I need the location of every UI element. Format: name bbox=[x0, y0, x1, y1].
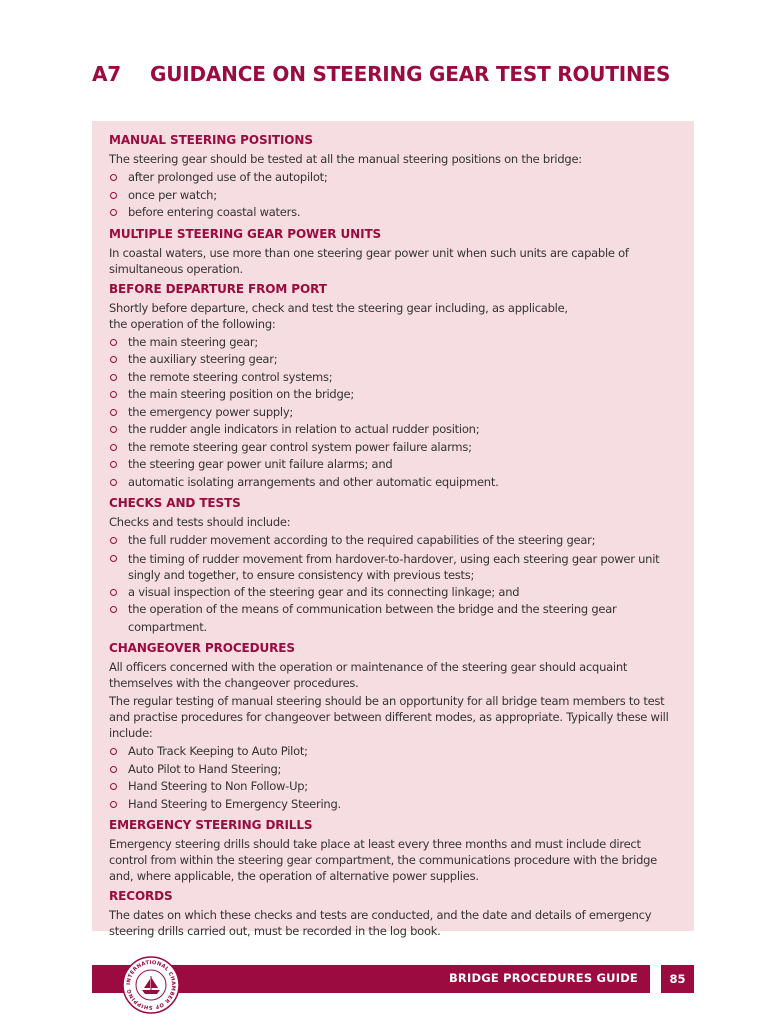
list-item: the remote steering control systems; bbox=[109, 369, 682, 387]
section-title: GUIDANCE ON STEERING GEAR TEST ROUTINES bbox=[150, 62, 671, 86]
section-heading: BEFORE DEPARTURE FROM PORT bbox=[109, 281, 327, 296]
section-heading: CHANGEOVER PROCEDURES bbox=[109, 641, 295, 655]
bullet-icon bbox=[110, 461, 117, 468]
svg-text:INTERNATIONAL CHAMBER OF SHIPP: INTERNATIONAL CHAMBER OF SHIPPING bbox=[125, 959, 177, 1011]
bullet-icon bbox=[110, 479, 117, 486]
bullet-list bbox=[109, 743, 682, 813]
list-item: the operation of the means of communication between the bridge and the steering gear compartment. bbox=[109, 601, 682, 636]
list-item: the timing of rudder movement from hardover-to-hardover, using each steering gear power unit singly and together, to ensure consistency with previous tests; bbox=[109, 551, 682, 583]
bullet-icon bbox=[110, 444, 117, 451]
section-manual-steering-positions bbox=[109, 132, 682, 222]
list-item: once per watch; bbox=[109, 187, 682, 205]
bullet-icon bbox=[110, 209, 117, 216]
bullet-icon bbox=[110, 766, 117, 773]
list-item: the main steering position on the bridge; bbox=[109, 386, 682, 404]
section-emergency-steering-drills bbox=[109, 817, 682, 884]
bullet-icon bbox=[110, 409, 117, 416]
bullet-icon bbox=[110, 748, 117, 755]
section-heading: MANUAL STEERING POSITIONS bbox=[109, 133, 313, 147]
section-checks-and-tests bbox=[109, 495, 682, 636]
list-item: the main steering gear; bbox=[109, 334, 682, 352]
list-item: the steering gear power unit failure alarms; and bbox=[109, 456, 682, 474]
list-item: the rudder angle indicators in relation to actual rudder position; bbox=[109, 421, 682, 439]
list-item: the emergency power supply; bbox=[109, 404, 682, 422]
bullet-icon bbox=[110, 192, 117, 199]
bullet-list bbox=[109, 334, 682, 492]
section-intro: Shortly before departure, check and test the steering gear including, as applicable, the operation of the following: bbox=[109, 300, 568, 331]
bullet-icon bbox=[110, 356, 117, 363]
list-item: Auto Track Keeping to Auto Pilot; bbox=[109, 743, 682, 761]
section-paragraph: In coastal waters, use more than one steering gear power unit when such units are capable of simultaneous operation. bbox=[109, 245, 629, 276]
list-item: automatic isolating arrangements and other automatic equipment. bbox=[109, 474, 682, 492]
list-item: before entering coastal waters. bbox=[109, 204, 682, 222]
ics-logo-icon bbox=[122, 956, 180, 1014]
section-intro: The steering gear should be tested at all the manual steering positions on the bridge: bbox=[109, 152, 582, 166]
list-item: a visual inspection of the steering gear and its connecting linkage; and bbox=[109, 584, 682, 602]
bullet-icon bbox=[110, 783, 117, 790]
section-paragraph: All officers concerned with the operation or maintenance of the steering gear should acquaint themselves with the changeover procedures. bbox=[109, 660, 628, 690]
bullet-list bbox=[109, 169, 682, 222]
page-title bbox=[92, 62, 670, 86]
list-item: Hand Steering to Emergency Steering. bbox=[109, 796, 682, 814]
section-paragraph: The dates on which these checks and tests are conducted, and the date and details of emergency steering drills carried out, must be recorded in the log book. bbox=[109, 908, 652, 938]
bullet-icon bbox=[110, 426, 117, 433]
bullet-list bbox=[109, 532, 682, 636]
bullet-icon bbox=[110, 339, 117, 346]
list-item: Hand Steering to Non Follow-Up; bbox=[109, 778, 682, 796]
bullet-icon bbox=[110, 391, 117, 398]
section-paragraph: The regular testing of manual steering should be an opportunity for all bridge team members to test and practise procedures for changeover between different modes, as appropriate. Typically these will include: bbox=[109, 694, 669, 740]
bullet-icon bbox=[110, 801, 117, 808]
section-intro: Checks and tests should include: bbox=[109, 515, 291, 529]
bullet-icon bbox=[110, 589, 117, 596]
list-item: Auto Pilot to Hand Steering; bbox=[109, 761, 682, 779]
footer-guide-title: BRIDGE PROCEDURES GUIDE bbox=[448, 971, 638, 985]
section-heading: RECORDS bbox=[109, 889, 173, 903]
list-item: the auxiliary steering gear; bbox=[109, 351, 682, 369]
section-multiple-power-units bbox=[109, 226, 682, 277]
section-number: A7 bbox=[92, 62, 121, 86]
section-changeover-procedures bbox=[109, 640, 682, 813]
content-panel bbox=[92, 121, 694, 938]
bullet-icon bbox=[110, 555, 117, 562]
section-heading: MULTIPLE STEERING GEAR POWER UNITS bbox=[109, 226, 382, 241]
bullet-icon bbox=[110, 374, 117, 381]
section-heading: EMERGENCY STEERING DRILLS bbox=[109, 818, 313, 832]
section-before-departure bbox=[109, 281, 682, 492]
bullet-icon bbox=[110, 537, 117, 544]
bullet-icon bbox=[110, 174, 117, 181]
section-records bbox=[109, 888, 682, 939]
page-number: 85 bbox=[661, 965, 694, 993]
list-item: the full rudder movement according to the required capabilities of the steering gear; bbox=[109, 532, 682, 550]
bullet-icon bbox=[110, 606, 117, 613]
list-item: after prolonged use of the autopilot; bbox=[109, 169, 682, 187]
section-heading: CHECKS AND TESTS bbox=[109, 496, 241, 510]
section-paragraph: Emergency steering drills should take place at least every three months and must include direct control from within the steering gear compartment, the communications procedure with the bridge and, where applicable, the operation of alternative power supplies. bbox=[109, 837, 657, 883]
list-item: the remote steering gear control system power failure alarms; bbox=[109, 439, 682, 457]
